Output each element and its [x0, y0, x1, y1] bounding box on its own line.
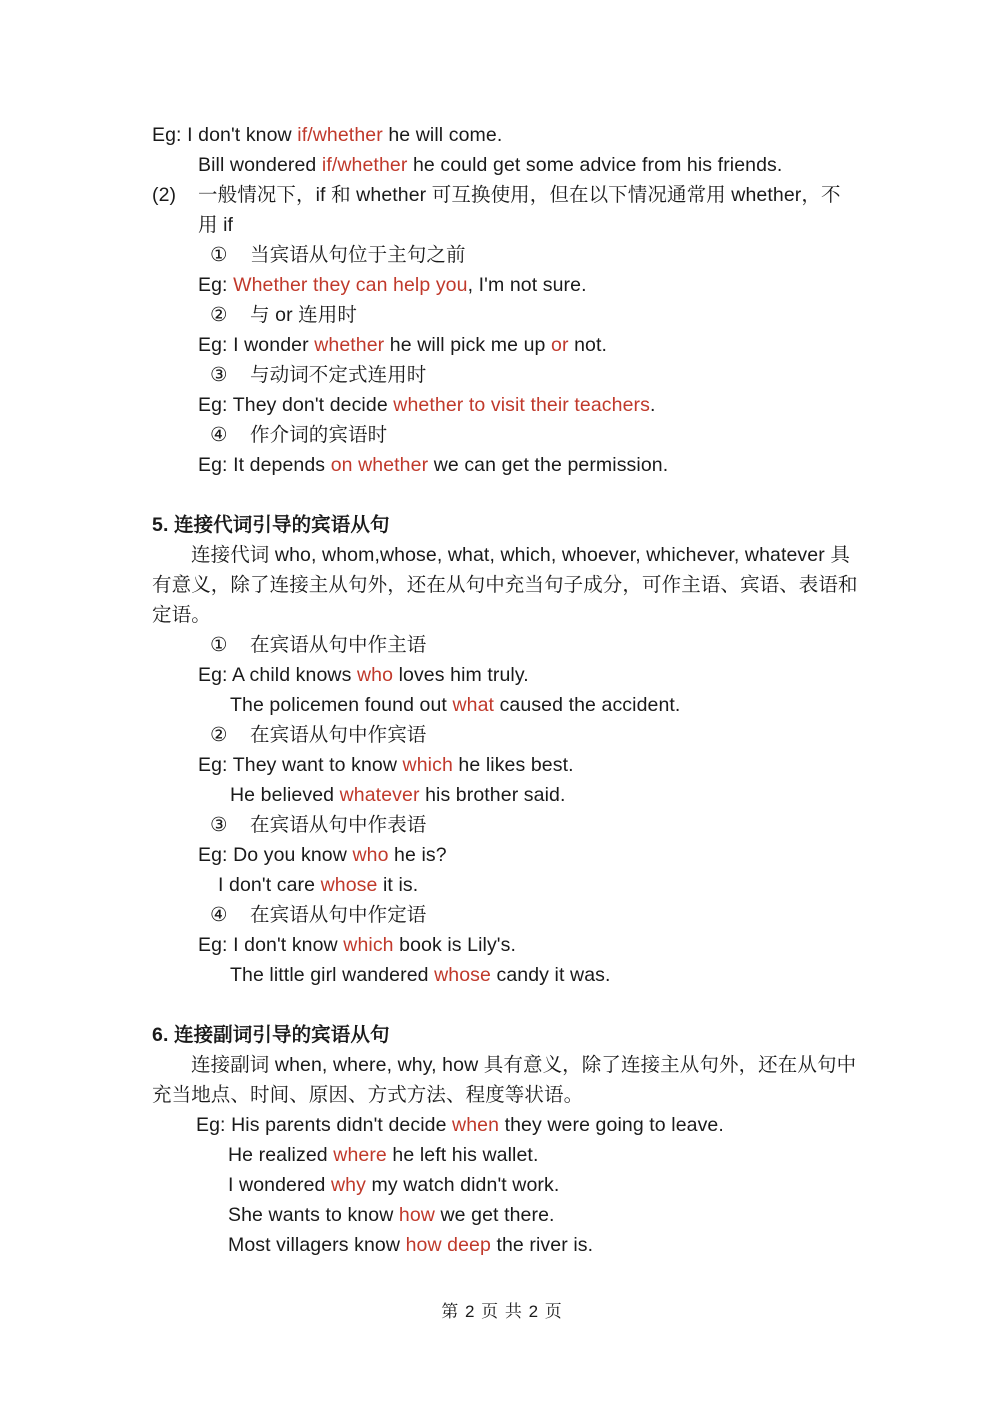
example-highlight: whatever: [339, 784, 420, 806]
example-line: [198, 750, 858, 780]
example-suffix: he will come.: [382, 124, 503, 146]
example-prefix: I wondered: [228, 1174, 331, 1196]
circled-number-icon: ②: [210, 724, 228, 746]
list-item: [210, 240, 858, 270]
example-line: [198, 930, 858, 960]
example-suffix: my watch didn't work.: [365, 1174, 560, 1196]
example-highlight: who: [352, 844, 389, 866]
example-suffix: candy it was.: [490, 964, 611, 986]
example-prefix: Eg: I wonder: [198, 334, 315, 356]
circled-number-icon: ③: [210, 814, 228, 836]
section-6-body: 连接副词 when, where, why, how 具有意义，除了连接主从句外，还在从句中充当地点、时间、原因、方式方法、程度等状语。: [152, 1054, 857, 1106]
list-item-label: 在宾语从句中作表语: [250, 814, 427, 836]
example-highlight: if/whether: [297, 124, 383, 146]
circled-number-icon: ④: [210, 424, 228, 446]
example-prefix: The little girl wandered: [230, 964, 435, 986]
example-suffix: loves him truly.: [393, 664, 529, 686]
example-line: [228, 1230, 858, 1260]
list-item: [210, 720, 858, 750]
list-item: [210, 420, 858, 450]
section-6-heading: 6. 连接副词引导的宾语从句: [152, 1024, 390, 1046]
example-prefix: Eg: I don't know: [152, 124, 298, 146]
example-prefix: Eg:: [198, 274, 234, 296]
example-line: [228, 1170, 858, 1200]
example-line: [230, 780, 858, 810]
list-item-label: 当宾语从句位于主句之前: [250, 244, 466, 266]
example-highlight: which: [402, 754, 453, 776]
example-highlight: if/whether: [321, 154, 408, 176]
example-line: [152, 120, 858, 150]
example-highlight: whose: [320, 874, 378, 896]
example-prefix: Eg: I don't know: [198, 934, 344, 956]
example-suffix: they were going to leave.: [499, 1114, 724, 1136]
example-prefix: He realized: [228, 1144, 334, 1166]
example-prefix: Most villagers know: [228, 1234, 406, 1256]
example-highlight: whether: [314, 334, 385, 356]
section-5-heading: 5. 连接代词引导的宾语从句: [152, 514, 390, 536]
list-item: [210, 900, 858, 930]
section-5-body: 连接代词 who, whom,whose, what, which, whoever, whichever, whatever 具有意义，除了连接主从句外，还在从句中充当句子成分，可作主语、宾语、表语和定语。: [152, 544, 858, 626]
example-highlight: when: [452, 1114, 500, 1136]
example-suffix: he likes best.: [452, 754, 574, 776]
circled-number-icon: ①: [210, 244, 228, 266]
example-suffix: he left his wallet.: [386, 1144, 539, 1166]
example-suffix: we can get the permission.: [428, 454, 669, 476]
example-line: [228, 1200, 858, 1230]
example-highlight: how: [398, 1204, 435, 1226]
rule-2: [152, 180, 858, 210]
list-item: [210, 630, 858, 660]
list-item-label: 在宾语从句中作定语: [250, 904, 427, 926]
example-suffix: the river is.: [490, 1234, 594, 1256]
example-suffix: , I'm not sure.: [467, 274, 587, 296]
example-prefix: He believed: [230, 784, 340, 806]
list-item-label: 在宾语从句中作宾语: [250, 724, 427, 746]
rule-2-continuation: 用 if: [198, 214, 234, 236]
example-prefix: The policemen found out: [230, 694, 453, 716]
example-line: [198, 330, 858, 360]
example-prefix: Eg: A child knows: [198, 664, 357, 686]
example-highlight: Whether they can help you: [233, 274, 468, 296]
example-suffix: .: [650, 394, 656, 416]
section-spacer: [152, 480, 858, 510]
list-item: [210, 810, 858, 840]
example-highlight: which: [343, 934, 394, 956]
example-highlight: whether to visit their teachers: [393, 394, 650, 416]
example-suffix: not.: [568, 334, 608, 356]
example-suffix: caused the accident.: [494, 694, 681, 716]
example-highlight: what: [452, 694, 495, 716]
example-suffix: book is Lily's.: [393, 934, 516, 956]
list-item: [210, 300, 858, 330]
example-suffix: he is?: [388, 844, 447, 866]
circled-number-icon: ④: [210, 904, 228, 926]
list-item-label: 在宾语从句中作主语: [250, 634, 427, 656]
example-line: [218, 870, 858, 900]
example-highlight: on whether: [330, 454, 429, 476]
circled-number-icon: ①: [210, 634, 228, 656]
example-line: [230, 960, 858, 990]
list-item-label: 与 or 连用时: [250, 304, 357, 326]
example-suffix: we get there.: [434, 1204, 555, 1226]
example-suffix: his brother said.: [419, 784, 566, 806]
example-prefix: Eg: They don't decide: [198, 394, 394, 416]
page-content: [152, 120, 858, 1260]
example-highlight: where: [333, 1144, 387, 1166]
list-item-label: 与动词不定式连用时: [250, 364, 427, 386]
list-item-label: 作介词的宾语时: [250, 424, 388, 446]
example-highlight: who: [356, 664, 394, 686]
example-prefix: Eg: Do you know: [198, 844, 353, 866]
example-suffix: he could get some advice from his friends.: [407, 154, 783, 176]
example-prefix: Bill wondered: [198, 154, 322, 176]
rule-text: 一般情况下，if 和 whether 可互换使用，但在以下情况通常用 whether，不: [198, 184, 841, 206]
example-highlight: whose: [434, 964, 491, 986]
circled-number-icon: ②: [210, 304, 228, 326]
example-line: [198, 450, 858, 480]
section-spacer: [152, 990, 858, 1020]
example-prefix: Eg: His parents didn't decide: [196, 1114, 453, 1136]
example-suffix: it is.: [377, 874, 419, 896]
example-prefix: She wants to know: [228, 1204, 399, 1226]
page-footer: 第 2 页 共 2 页: [441, 1302, 563, 1321]
list-item: [210, 360, 858, 390]
example-highlight-2: or: [551, 334, 569, 356]
example-highlight: why: [331, 1174, 366, 1196]
example-line: [198, 840, 858, 870]
example-middle: he will pick me up: [384, 334, 552, 356]
circled-number-icon: ③: [210, 364, 228, 386]
rule-marker: (2): [152, 184, 177, 206]
example-highlight: how deep: [405, 1234, 491, 1256]
example-line: [228, 1140, 858, 1170]
example-prefix: Eg: They want to know: [198, 754, 403, 776]
example-line: [198, 150, 858, 180]
example-line: [230, 690, 858, 720]
example-line: [198, 660, 858, 690]
example-line: [198, 390, 858, 420]
example-prefix: Eg: It depends: [198, 454, 331, 476]
example-line: [196, 1110, 858, 1140]
example-line: [198, 270, 858, 300]
example-prefix: I don't care: [218, 874, 321, 896]
